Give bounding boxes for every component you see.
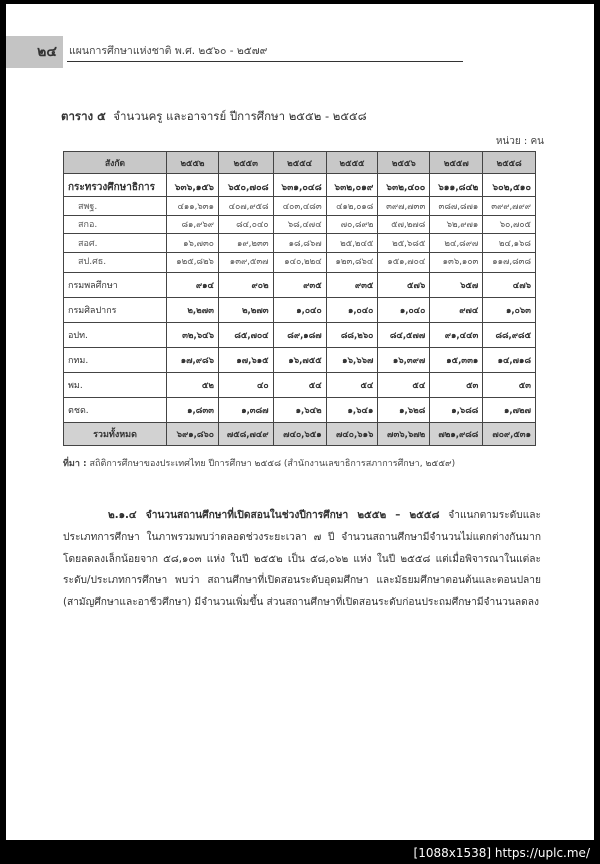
cell-value: ๑๗,๖๑๕ (218, 348, 273, 373)
table-subrow (64, 234, 536, 253)
cell-value: ๑๒๕,๘๒๖ (167, 252, 219, 273)
table-row (64, 323, 536, 348)
cell-value: ๑๗,๙๘๖ (167, 348, 219, 373)
cell-value: ๔๐ (218, 373, 273, 398)
cell-value: ๕๗๖ (378, 273, 430, 298)
cell-value: ๒,๒๗๓ (218, 298, 273, 323)
table-row (64, 373, 536, 398)
table-source-note (63, 456, 455, 470)
table-caption (61, 108, 367, 126)
total-value: ๖๙๑,๘๖๐ (167, 423, 219, 446)
total-value: ๗๒๑,๙๘๘ (430, 423, 483, 446)
cell-value: ๖๐๒,๕๑๐ (483, 174, 536, 197)
total-value: ๗๓๖,๖๗๒ (378, 423, 430, 446)
cell-value: ๘๘,๒๖๐ (326, 323, 378, 348)
cell-value: ๑๒๓,๘๖๔ (326, 252, 378, 273)
cell-value: ๑,๐๖๓ (483, 298, 536, 323)
row-label: ตชด. (64, 398, 167, 423)
page-number-tab (6, 36, 63, 68)
cell-value: ๖๑๑,๘๔๒ (430, 174, 483, 197)
column-header-year: ๒๕๕๖ (378, 152, 430, 174)
cell-value: ๑,๗๒๗ (483, 398, 536, 423)
cell-value: ๕๒ (167, 373, 219, 398)
cell-value: ๖๕๗ (430, 273, 483, 298)
source-text: สถิติการศึกษาของประเทศไทย ปีการศึกษา ๒๕๕๘ (สำนักงานเลขาธิการสภาการศึกษา, ๒๕๕๙) (89, 459, 456, 469)
cell-value: ๑,๖๔๒ (273, 398, 326, 423)
cell-value: ๖๓๖,๑๕๖ (167, 174, 219, 197)
table-row (64, 273, 536, 298)
table-total-row (64, 423, 536, 446)
page-number: ๒๔ (37, 44, 57, 60)
cell-value: ๘๙,๑๘๗ (273, 323, 326, 348)
cell-value: ๕๔ (273, 373, 326, 398)
cell-value: ๒๕,๒๔๕ (326, 234, 378, 253)
table-row-ministry (64, 174, 536, 197)
total-value: ๗๔๐,๖๑๖ (326, 423, 378, 446)
column-header-year: ๒๕๕๔ (273, 152, 326, 174)
cell-value: ๕๓ (483, 373, 536, 398)
row-label: กทม. (64, 348, 167, 373)
cell-value: ๔๗๖ (483, 273, 536, 298)
cell-value: ๔๐๓,๔๘๓ (273, 197, 326, 216)
column-header-affiliation: สังกัด (64, 152, 167, 174)
cell-value: ๑,๓๘๗ (218, 398, 273, 423)
cell-value: ๑๓๙,๕๓๗ (218, 252, 273, 273)
column-header-year: ๒๕๕๕ (326, 152, 378, 174)
row-label: สกอ. (64, 215, 167, 234)
cell-value: ๔๑๒,๐๑๘ (326, 197, 378, 216)
running-title: แผนการศึกษาแห่งชาติ พ.ศ. ๒๕๖๐ - ๒๕๗๙ (69, 45, 268, 57)
table-caption-text: จำนวนครู และอาจารย์ ปีการศึกษา ๒๕๕๒ - ๒๕๕๘ (113, 109, 367, 123)
cell-value: ๘๘,๙๘๕ (483, 323, 536, 348)
table-unit-label: หน่วย : คน (495, 136, 544, 147)
cell-value: ๓๘๗,๘๗๑ (430, 197, 483, 216)
cell-value: ๑๕๑,๗๐๔ (378, 252, 430, 273)
row-label: สป.ศธ. (64, 252, 167, 273)
cell-value: ๖๕๐,๗๐๘ (218, 174, 273, 197)
cell-value: ๕๓ (430, 373, 483, 398)
section-paragraph (63, 505, 541, 614)
total-value: ๗๔๐,๖๕๑ (273, 423, 326, 446)
section-body: จำแนกตามระดับและประเภทการศึกษา ในภาพรวมพบว่าตลอดช่วงระยะเวลา ๗ ปี จำนวนสถานศึกษามีจำนวนไม่แตกต่างกันมาก โดยลดลงเล็กน้อยจาก ๕๘,๑๐๓ แห่ง ในปี ๒๕๕๒ เป็น ๕๘,๐๖๒ แห่ง ในปี ๒๕๕๘ แต่เมื่อพิจารณาในแต่ละระดับ/ประเภทการศึกษา พบว่า สถานศึกษาที่เปิดสอนระดับอุดมศึกษา และมัธยมศึกษาตอนต้นและตอนปลาย (สามัญศึกษาและอาชีวศึกษา) มีจำนวนเพิ่มขึ้น ส่วนสถานศึกษาที่เปิดสอนระดับก่อนประถมศึกษามีจำนวนลดลง (63, 510, 541, 609)
cell-value: ๑๑๗,๘๓๘ (483, 252, 536, 273)
cell-value: ๕๔ (378, 373, 430, 398)
cell-value: ๖๓๒,๔๐๐ (378, 174, 430, 197)
table-header-row (64, 152, 536, 174)
cell-value: ๓๙๗,๗๓๓ (378, 197, 430, 216)
cell-value: ๑๔๐,๒๒๔ (273, 252, 326, 273)
cell-value: ๙๑๔ (167, 273, 219, 298)
watermark-text: [1088x1538] https://uplc.me/ (413, 846, 590, 860)
cell-value: ๕๔ (326, 373, 378, 398)
table-subrow (64, 252, 536, 273)
cell-value: ๒,๒๗๓ (167, 298, 219, 323)
cell-value: ๒๕,๖๘๕ (378, 234, 430, 253)
cell-value: ๑,๐๔๐ (273, 298, 326, 323)
cell-value: ๓๙๙,๗๙๙ (483, 197, 536, 216)
document-page (6, 4, 594, 840)
cell-value: ๗๐,๘๙๒ (326, 215, 378, 234)
cell-value: ๑,๘๓๓ (167, 398, 219, 423)
cell-value: ๙๐๒ (218, 273, 273, 298)
table-row (64, 298, 536, 323)
cell-value: ๑,๖๒๘ (378, 398, 430, 423)
row-label: สพฐ. (64, 197, 167, 216)
row-label: กรมศิลปากร (64, 298, 167, 323)
cell-value: ๑๖,๗๓๐ (167, 234, 219, 253)
table-subrow (64, 197, 536, 216)
row-label: กรมพลศึกษา (64, 273, 167, 298)
column-header-year: ๒๕๕๓ (218, 152, 273, 174)
cell-value: ๑๓๖,๑๐๓ (430, 252, 483, 273)
table-caption-label: ตาราง ๕ (61, 109, 106, 123)
cell-value: ๕๗,๒๗๘ (378, 215, 430, 234)
cell-value: ๘๕,๗๐๔ (218, 323, 273, 348)
row-label: กระทรวงศึกษาธิการ (64, 174, 167, 197)
cell-value: ๖๐,๗๐๕ (483, 215, 536, 234)
source-label: ที่มา : (63, 459, 87, 469)
cell-value: ๙๗๔ (430, 298, 483, 323)
cell-value: ๑๕,๓๓๑ (430, 348, 483, 373)
cell-value: ๖๒,๙๗๑ (430, 215, 483, 234)
cell-value: ๑,๐๔๐ (378, 298, 430, 323)
cell-value: ๑๘,๘๖๗ (273, 234, 326, 253)
header-divider (67, 61, 463, 62)
cell-value: ๖๓๒,๐๑๙ (326, 174, 378, 197)
cell-value: ๖๘,๔๗๔ (273, 215, 326, 234)
cell-value: ๒๔,๑๖๘ (483, 234, 536, 253)
cell-value: ๑,๖๔๑ (326, 398, 378, 423)
cell-value: ๙๓๕ (326, 273, 378, 298)
table-row (64, 348, 536, 373)
cell-value: ๑๔,๗๑๘ (483, 348, 536, 373)
total-value: ๗๕๘,๗๔๙ (218, 423, 273, 446)
cell-value: ๑๖,๖๖๗ (326, 348, 378, 373)
column-header-year: ๒๕๕๒ (167, 152, 219, 174)
table-row (64, 398, 536, 423)
row-label: พม. (64, 373, 167, 398)
cell-value: ๔๑๑,๖๓๑ (167, 197, 219, 216)
cell-value: ๙๓๕ (273, 273, 326, 298)
cell-value: ๑๖,๓๙๗ (378, 348, 430, 373)
row-label: สอศ. (64, 234, 167, 253)
section-heading: ๒.๑.๔ จำนวนสถานศึกษาที่เปิดสอนในช่วงปีการศึกษา ๒๕๕๒ – ๒๕๕๘ (108, 510, 440, 521)
column-header-year: ๒๕๕๘ (483, 152, 536, 174)
cell-value: ๑,๖๘๘ (430, 398, 483, 423)
cell-value: ๑๙,๒๓๓ (218, 234, 273, 253)
cell-value: ๖๓๑,๐๔๘ (273, 174, 326, 197)
cell-value: ๘๑,๙๖๙ (167, 215, 219, 234)
row-label: อปท. (64, 323, 167, 348)
table-subrow (64, 215, 536, 234)
total-label: รวมทั้งหมด (64, 423, 167, 446)
cell-value: ๙๑,๔๔๓ (430, 323, 483, 348)
cell-value: ๘๔,๐๔๐ (218, 215, 273, 234)
teachers-table (63, 151, 536, 446)
cell-value: ๑,๐๔๐ (326, 298, 378, 323)
cell-value: ๓๒,๖๔๖ (167, 323, 219, 348)
cell-value: ๔๐๗,๙๕๘ (218, 197, 273, 216)
total-value: ๗๐๙,๕๓๑ (483, 423, 536, 446)
cell-value: ๘๔,๕๗๗ (378, 323, 430, 348)
cell-value: ๒๔,๘๙๗ (430, 234, 483, 253)
cell-value: ๑๖,๗๕๕ (273, 348, 326, 373)
column-header-year: ๒๕๕๗ (430, 152, 483, 174)
